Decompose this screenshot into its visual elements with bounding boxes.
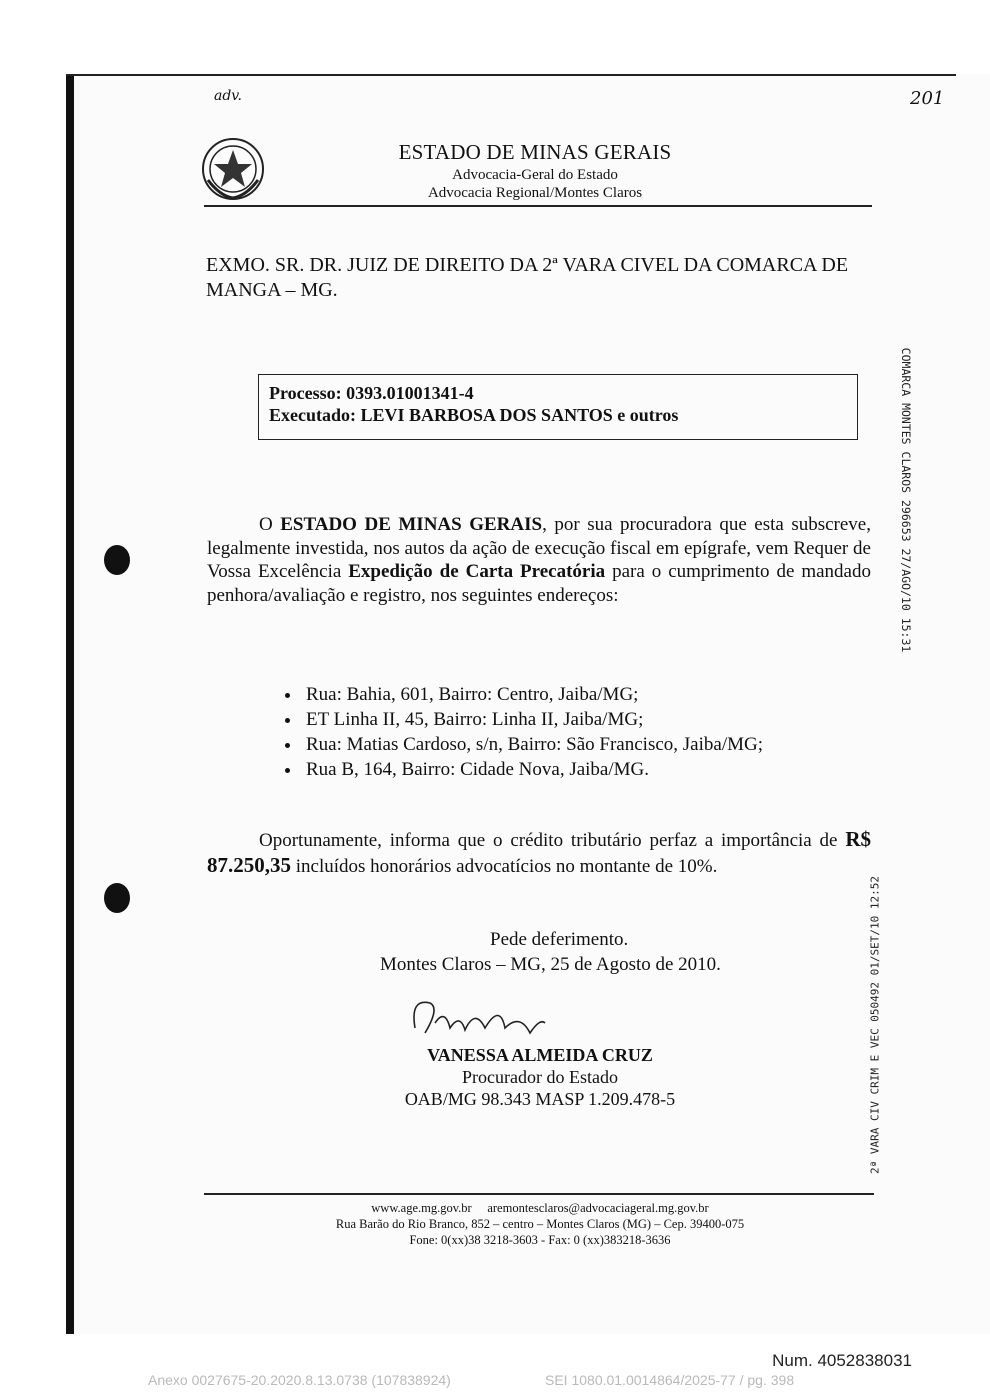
footer-website: www.age.mg.gov.br <box>371 1201 472 1215</box>
addressee: EXMO. SR. DR. JUIZ DE DIREITO DA 2ª VARA CIVEL DA COMARCA DE MANGA – MG. <box>206 254 849 301</box>
footer-contact-line <box>280 1200 800 1216</box>
paragraph-text: , por sua procuradora que esta subscreve, legalmente investida, nos autos da ação de execução fiscal em epígrafe, vem Requer de Vossa Excelência <box>207 514 871 582</box>
process-line <box>269 382 857 404</box>
process-number: 0393.01001341-4 <box>346 383 474 403</box>
entity-name: ESTADO DE MINAS GERAIS <box>280 514 543 535</box>
letterhead-office: Advocacia Regional/Montes Claros <box>427 185 643 201</box>
request-type: Expedição de Carta Precatória <box>348 561 606 582</box>
executed-name: LEVI BARBOSA DOS SANTOS e outros <box>360 405 679 425</box>
punch-hole <box>104 545 130 575</box>
punch-hole <box>104 883 130 913</box>
footer-phones: Fone: 0(xx)38 3218-3603 - Fax: 0 (xx)383218-3636 <box>409 1233 671 1247</box>
letterhead-divider <box>204 205 872 207</box>
letterhead-subtitle: Advocacia-Geral do Estado <box>452 167 618 183</box>
list-item: • ET Linha II, 45, Bairro: Linha II, Jaiba/MG; <box>302 707 763 732</box>
list-item: • Rua B, 164, Bairro: Cidade Nova, Jaiba/MG. <box>302 757 763 782</box>
process-label: Processo: <box>269 383 342 403</box>
executed-line <box>269 404 857 426</box>
coat-of-arms-icon <box>200 136 266 202</box>
sei-reference: SEI 1080.01.0014864/2025-77 / pg. 398 <box>545 1372 795 1388</box>
page-binding-edge <box>66 74 74 1334</box>
paragraph-text: O <box>259 514 281 535</box>
footer-divider <box>204 1193 874 1195</box>
handwritten-signature <box>405 988 555 1048</box>
footer-email: aremontesclaros@advocaciageral.mg.gov.br <box>487 1201 709 1215</box>
closing-block <box>380 927 760 977</box>
paragraph-text: para o cumprimento de mandado penhora/avaliação e registro, nos seguintes endereços: <box>207 561 871 606</box>
letterhead-footer <box>280 1200 800 1248</box>
receipt-stamp-text: COMARCA MONTES CLAROS 296653 27/AGO/10 15:31 <box>899 347 913 653</box>
place-date: Montes Claros – MG, 25 de Agosto de 2010. <box>380 954 721 975</box>
paragraph-text: incluídos honorários advocatícios no montante de 10%. <box>291 856 718 877</box>
handwritten-page-mark: 201 <box>910 88 945 109</box>
paragraph-text: Oportunamente, informa que o crédito tributário perfaz a importância de <box>259 830 846 851</box>
list-item: • Rua: Bahia, 601, Bairro: Centro, Jaiba/MG; <box>302 682 763 707</box>
letterhead-title: ESTADO DE MINAS GERAIS <box>398 140 672 164</box>
annex-reference: Anexo 0027675-20.2020.8.13.0738 (107838924) <box>148 1372 451 1388</box>
credit-paragraph <box>207 827 871 879</box>
page-top-edge <box>66 74 956 76</box>
signer-name: VANESSA ALMEIDA CRUZ <box>427 1045 653 1065</box>
signer-role: Procurador do Estado <box>462 1067 618 1087</box>
signer-registration: OAB/MG 98.343 MASP 1.209.478-5 <box>404 1089 676 1109</box>
court-stamp-text: 2ª VARA CIV CRIM E VEC 050492 01/SET/10 12:52 <box>868 875 882 1175</box>
footer-street: Rua Barão do Rio Branco, 852 – centro – Montes Claros (MG) – Cep. 39400-075 <box>335 1217 745 1231</box>
receipt-stamp <box>895 330 917 670</box>
signer-block <box>370 1044 710 1110</box>
closing-request: Pede deferimento. <box>490 929 629 950</box>
case-info-box <box>258 374 858 440</box>
address-list <box>282 682 763 782</box>
handwritten-initials: adv. <box>214 88 243 104</box>
document-number: Num. 4052838031 <box>772 1351 912 1370</box>
letterhead <box>330 140 740 202</box>
credit-amount: R$ 87.250,35 <box>207 827 871 877</box>
list-item: • Rua: Matias Cardoso, s/n, Bairro: São Francisco, Jaiba/MG; <box>302 732 763 757</box>
executed-label: Executado: <box>269 405 356 425</box>
court-stamp <box>864 860 886 1190</box>
request-paragraph <box>207 513 871 607</box>
